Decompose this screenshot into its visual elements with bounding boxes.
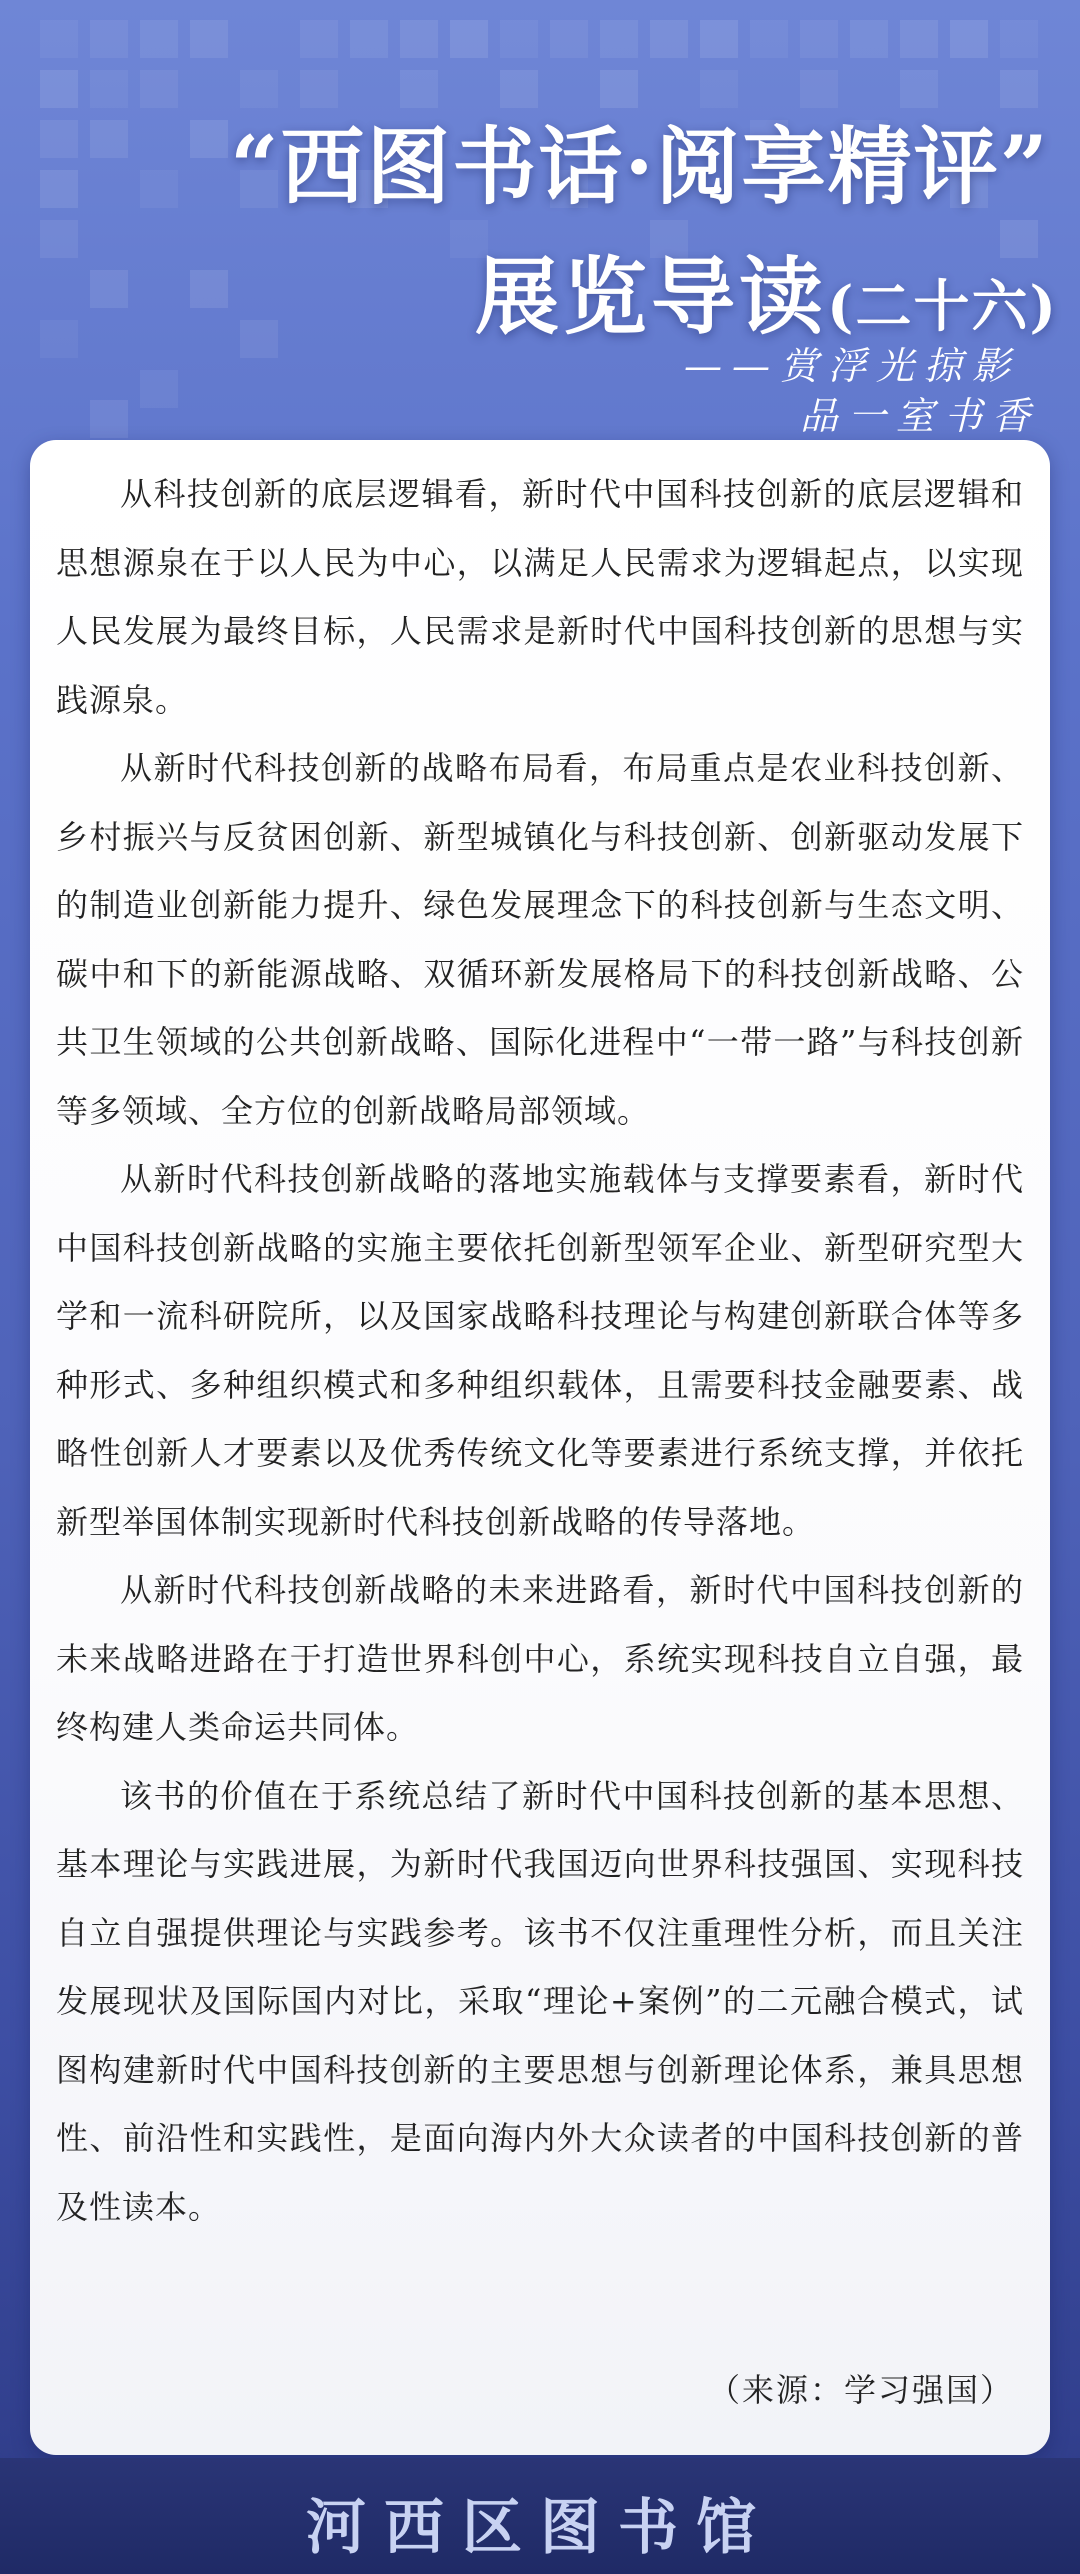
mosaic-tile <box>750 20 788 58</box>
library-name: 河西区图书馆 <box>306 2493 774 2563</box>
issue-number: (二十六) <box>827 274 1058 340</box>
mosaic-tile <box>700 20 738 58</box>
mosaic-tile <box>90 270 128 308</box>
mosaic-tile <box>140 170 178 208</box>
mosaic-tile <box>800 20 838 58</box>
mosaic-tile <box>40 20 78 58</box>
mosaic-tile <box>190 120 228 158</box>
mosaic-tile <box>650 20 688 58</box>
paragraph: 该书的价值在于系统总结了新时代中国科技创新的基本思想、基本理论与实践进展，为新时代我国迈向世界科技强国、实现科技自立自强提供理论与实践参考。该书不仅注重理性分析，而且关注发展现状及国际国内对比，采取“理论+案例”的二元融合模式，试图构建新时代中国科技创新的主要思想与创新理论体系，兼具思想性、前沿性和实践性，是面向海内外大众读者的中国科技创新的普及性读本。 <box>56 1776 1024 2226</box>
article-card <box>30 440 1050 2455</box>
mosaic-tile <box>40 320 78 358</box>
page-title-line2 <box>475 230 1058 351</box>
mosaic-tile <box>140 370 178 408</box>
mosaic-tile <box>900 20 938 58</box>
article-body <box>56 460 1024 2241</box>
page-title: “西图书话·阅享精评” <box>230 117 1050 216</box>
mosaic-tile <box>600 20 638 58</box>
paragraph: 从新时代科技创新战略的落地实施载体与支撑要素看，新时代中国科技创新战略的实施主要依托创新型领军企业、新型研究型大学和一流科研院所，以及国家战略科技理论与构建创新联合体等多种形式、多种组织模式和多种组织载体，且需要科技金融要素、战略性创新人才要素以及优秀传统文化等要素进行系统支撑，并依托新型举国体制实现新时代科技创新战略的传导落地。 <box>56 1160 1024 1541</box>
subtitle-line1: ——赏浮光掠影 <box>683 344 1020 388</box>
source-credit: （来源：学习强国） <box>707 2371 1014 2409</box>
mosaic-tile <box>500 20 538 58</box>
mosaic-tile <box>300 20 338 58</box>
paragraph: 从科技创新的底层逻辑看，新时代中国科技创新的底层逻辑和思想源泉在于以人民为中心，以满足人民需求为逻辑起点，以实现人民发展为最终目标，人民需求是新时代中国科技创新的思想与实践源泉。 <box>56 475 1024 719</box>
mosaic-tile <box>90 20 128 58</box>
mosaic-tile <box>40 70 78 108</box>
mosaic-tile <box>450 20 488 58</box>
mosaic-tile <box>240 320 278 358</box>
mosaic-tile <box>190 270 228 308</box>
mosaic-tile <box>140 20 178 58</box>
mosaic-tile <box>550 20 588 58</box>
mosaic-tile <box>140 70 178 108</box>
mosaic-tile <box>1000 20 1038 58</box>
mosaic-tile <box>40 220 78 258</box>
paragraph: 从新时代科技创新战略的未来进路看，新时代中国科技创新的未来战略进路在于打造世界科创中心，系统实现科技自立自强，最终构建人类命运共同体。 <box>56 1571 1024 1746</box>
mosaic-tile <box>40 120 78 158</box>
mosaic-tile <box>950 20 988 58</box>
mosaic-tile <box>350 20 388 58</box>
paragraph: 从新时代科技创新的战略布局看，布局重点是农业科技创新、乡村振兴与反贫困创新、新型城镇化与科技创新、创新驱动发展下的制造业创新能力提升、绿色发展理念下的科技创新与生态文明、碳中和下的新能源战略、双循环新发展格局下的科技创新战略、公共卫生领域的公共创新战略、国际化进程中“一带一路”与科技创新等多领域、全方位的创新战略局部领域。 <box>56 749 1024 1130</box>
mosaic-tile <box>40 170 78 208</box>
mosaic-tile <box>90 70 128 108</box>
mosaic-tile <box>850 20 888 58</box>
mosaic-tile <box>400 20 438 58</box>
subtitle-line2: 品一室书香 <box>799 394 1040 438</box>
mosaic-tile <box>90 120 128 158</box>
footer-band <box>0 2458 1080 2574</box>
mosaic-tile <box>190 20 228 58</box>
mosaic-tile <box>90 400 128 438</box>
page-title-main: 展览导读 <box>474 247 827 346</box>
